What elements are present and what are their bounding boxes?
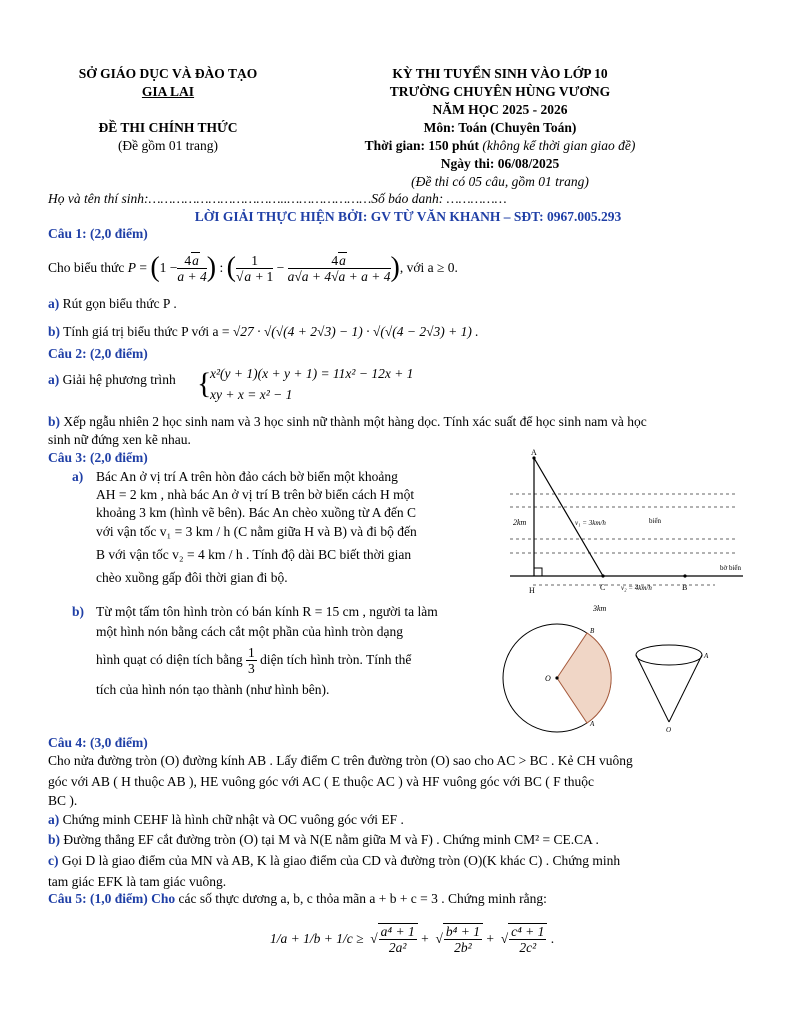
t3-num: c⁴ + 1 [511, 924, 545, 939]
sector [557, 633, 611, 723]
exam-date: Ngày thi: 06/08/2025 [440, 156, 560, 171]
label-bo-bien: bờ biển [720, 564, 742, 572]
exam-title: KỲ THI TUYỂN SINH VÀO LỚP 10 [392, 66, 608, 81]
time-note: (không kể thời gian giao đề) [482, 138, 636, 153]
q1-P: P [127, 260, 136, 275]
segment-AC [534, 458, 603, 576]
exam-structure: (Đề thi có 05 câu, gồm 01 trang) [411, 174, 589, 189]
q3-a-label: a) [72, 469, 84, 484]
cone-base [636, 645, 702, 665]
q5-statement [48, 891, 547, 907]
q2-part-b [48, 414, 647, 430]
subject-line [310, 120, 690, 136]
label-cone-O: O [666, 726, 672, 734]
label-cone-A: A [704, 652, 709, 660]
q4-c-label: c) [48, 853, 59, 868]
label-B2: B [590, 627, 595, 635]
q3-a-line4: với vận tốc v₁ = 3 km / h (C nằm giữa H và B) và đi bộ đến [96, 524, 417, 539]
q1-condition: , với a ≥ 0. [399, 260, 458, 275]
q4-part-b [48, 832, 599, 848]
candidate-line: Họ và tên thí sinh:……………………………..…………………Số báo danh: …………… [48, 191, 507, 206]
center-O [555, 676, 558, 679]
label-v2: v₂ = 4km/h [621, 584, 652, 592]
q1-frac1: $\frac{4a}{a + 4}$ [177, 252, 207, 284]
paren-open2: ( [226, 252, 236, 283]
figure-island-shore [505, 445, 745, 617]
ineq-term3 [508, 923, 547, 955]
q3-b-fraction [246, 645, 257, 676]
frac-num: 1 [247, 644, 255, 660]
label-3km: 3km [593, 604, 607, 613]
paren-open: ( [150, 252, 160, 283]
q3-title: Câu 3: (2,0 điểm) [48, 450, 148, 465]
q4-part-a [48, 812, 404, 828]
school-year: NĂM HỌC 2025 - 2026 [432, 102, 568, 117]
paren-close: ) [206, 252, 217, 283]
q1-a-text: Rút gọn biểu thức P . [62, 296, 177, 311]
q1-intro: Cho biểu thức [48, 260, 125, 275]
figure-sector-cone [495, 622, 745, 734]
label-C: C [600, 583, 606, 592]
q2-eq2: xy + x = x² − 1 [210, 387, 293, 402]
q4-line3: BC ). [48, 793, 78, 808]
q4-part-c [48, 853, 620, 869]
q3-a-line3: khoảng 3 km (hình vẽ bên). Bác An chèo xuồng từ A đến C [96, 505, 417, 520]
time-line [310, 138, 690, 154]
label-O: O [545, 674, 551, 683]
q5-inequality: 1/a + 1/b + 1/c ≥ √ $\frac{\text{a⁴ + 1}}{\text{2a²}}$ + √ $\frac{\text{b⁴ + 1}}{\text{2b²}}$ + √ $\frac{\text{c⁴ + 1}}{\text{2c²}}$ . [270, 924, 555, 955]
dept-line1: SỞ GIÁO DỤC VÀ ĐÀO TẠO [78, 66, 258, 81]
q3-b-label: b) [72, 604, 85, 619]
school-name: TRƯỜNG CHUYÊN HÙNG VƯƠNG [389, 84, 611, 99]
ineq-term1 [378, 923, 418, 955]
ineq-term2 [443, 923, 483, 955]
label-A: A [531, 448, 537, 457]
q3-b-line4: tích của hình nón tạo thành (như hình bên). [96, 682, 330, 697]
q4-a-text: Chứng minh CEHF là hình chữ nhật và OC vuông góc với EF . [62, 812, 404, 827]
q3-a-line2: AH = 2 km , nhà bác An ở vị trí B trên bờ biển cách H một [96, 487, 415, 502]
t3-den: 2c² [519, 940, 537, 955]
label-2km: 2km [513, 518, 527, 527]
q5-title: Câu 5: (1,0 điểm) Cho [48, 891, 176, 906]
q1-a-label: a) [48, 296, 60, 311]
label-H: H [529, 586, 535, 595]
q2-part-a [48, 372, 176, 388]
right-angle-mark [534, 568, 542, 576]
q3-b-line3 [96, 642, 411, 678]
official-label: ĐỀ THI CHÍNH THỨC [98, 120, 238, 135]
q2-b-label: b) [48, 414, 61, 429]
solver-credit: LỜI GIẢI THỰC HIỆN BỞI: GV TỪ VĂN KHANH – SĐT: 0967.005.293 [194, 209, 622, 224]
q4-line1: Cho nửa đường tròn (O) đường kính AB . Lấy điểm C trên đường tròn (O) sao cho AC > BC . Kẻ CH vuông [48, 753, 633, 768]
q1-b-text: Tính giá trị biểu thức P với a = [63, 324, 230, 339]
t2-den: 2b² [454, 940, 472, 955]
q4-c-line2: tam giác EFK là tam giác vuông. [48, 874, 227, 889]
q4-b-text: Đường thẳng EF cắt đường tròn (O) tại M và N(E nằm giữa M và F) . Chứng minh CM² = CE.CA . [63, 832, 599, 847]
time-label: Thời gian [364, 138, 421, 153]
q3-a-line6: chèo xuồng gấp đôi thời gian đi bộ. [96, 570, 288, 585]
q1-b-expr: √27 · √(√(4 + 2√3) − 1) · √(√(4 − 2√3) + 1) . [232, 324, 479, 339]
ineq-left: 1/a + 1/b + 1/c ≥ [270, 931, 364, 946]
page-count: (Đề gồm 01 trang) [117, 138, 219, 153]
q5-text: các số thực dương a, b, c thỏa mãn a + b + c = 3 . Chứng minh rằng: [178, 891, 547, 906]
subject-label: Môn [423, 120, 451, 135]
label-B: B [682, 583, 688, 592]
q1-expression: Cho biểu thức P = ( 1 − $\frac{4a}{a + 4}$ ) : ( $\frac{1}{√a + 1}$ − $\frac{4a}{a√a + 4√a + a + 4}$ ) , với a ≥ 0. [48, 252, 458, 284]
point-B [683, 574, 686, 577]
subject-value: : Toán (Chuyên Toán) [450, 120, 577, 135]
q3-b-line3-pre: hình quạt có diện tích bằng [96, 652, 243, 667]
label-bien: biển [649, 517, 662, 525]
q4-line2: góc với AB ( H thuộc AB ), HE vuông góc với AC ( E thuộc AC ) và HF vuông góc với BC ( F thuộc [48, 774, 595, 789]
q4-b-label: b) [48, 832, 61, 847]
q1-frac2: $\frac{1}{√a + 1}$ [235, 252, 274, 284]
frac-den: 3 [247, 660, 255, 676]
q1-frac3: $\frac{4a}{a√a + 4√a + a + 4}$ [287, 252, 391, 284]
dept-line2: GIA LAI [141, 84, 195, 99]
label-v1: v₁ = 3km/h [575, 519, 606, 527]
q2-b-line1: Xếp ngẫu nhiên 2 học sinh nam và 3 học sinh nữ thành một hàng dọc. Tính xác suất để học sinh nam và học [63, 414, 647, 429]
q2-b-line2: sinh nữ đứng xen kẽ nhau. [48, 432, 191, 447]
q4-a-label: a) [48, 812, 60, 827]
q4-c-line1: Gọi D là giao điểm của MN và AB, K là giao điểm của CD và đường tròn (O)(K khác C) . Chứng minh [61, 853, 621, 868]
paren-close2: ) [390, 252, 400, 283]
t1-den: 2a² [388, 940, 407, 955]
sea-lines [510, 494, 737, 585]
q2-title: Câu 2: (2,0 điểm) [48, 346, 148, 361]
q1-part-a [48, 296, 177, 312]
t1-num: a⁴ + 1 [380, 924, 415, 939]
q3-a-line1: Bác An ở vị trí A trên hòn đảo cách bờ biển một khoảng [96, 469, 398, 484]
q4-title: Câu 4: (3,0 điểm) [48, 735, 148, 750]
q3-b-line1: Từ một tấm tôn hình tròn có bán kính R = 15 cm , người ta làm [96, 604, 438, 619]
q1-title: Câu 1: (2,0 điểm) [48, 226, 148, 241]
q1-part-b [48, 324, 479, 340]
q2-a-text: Giải hệ phương trình [62, 372, 176, 387]
time-value: : 150 phút [420, 138, 479, 153]
point-C [601, 574, 604, 577]
q2-eq1: x²(y + 1)(x + y + 1) = 11x² − 12x + 1 [210, 366, 414, 381]
t2-num: b⁴ + 1 [445, 924, 480, 939]
q3-b-line3-post: diện tích hình tròn. Tính thể [260, 652, 412, 667]
q3-b-line2: một hình nón bằng cách cắt một phần của hình tròn dạng [96, 624, 404, 639]
q3-a-line5: B với vận tốc v₂ = 4 km / h . Tính độ dài BC biết thời gian [96, 547, 412, 562]
system-brace: { [197, 367, 212, 400]
q1-b-label: b) [48, 324, 61, 339]
label-A2: A [590, 720, 595, 728]
q2-a-label: a) [48, 372, 60, 387]
